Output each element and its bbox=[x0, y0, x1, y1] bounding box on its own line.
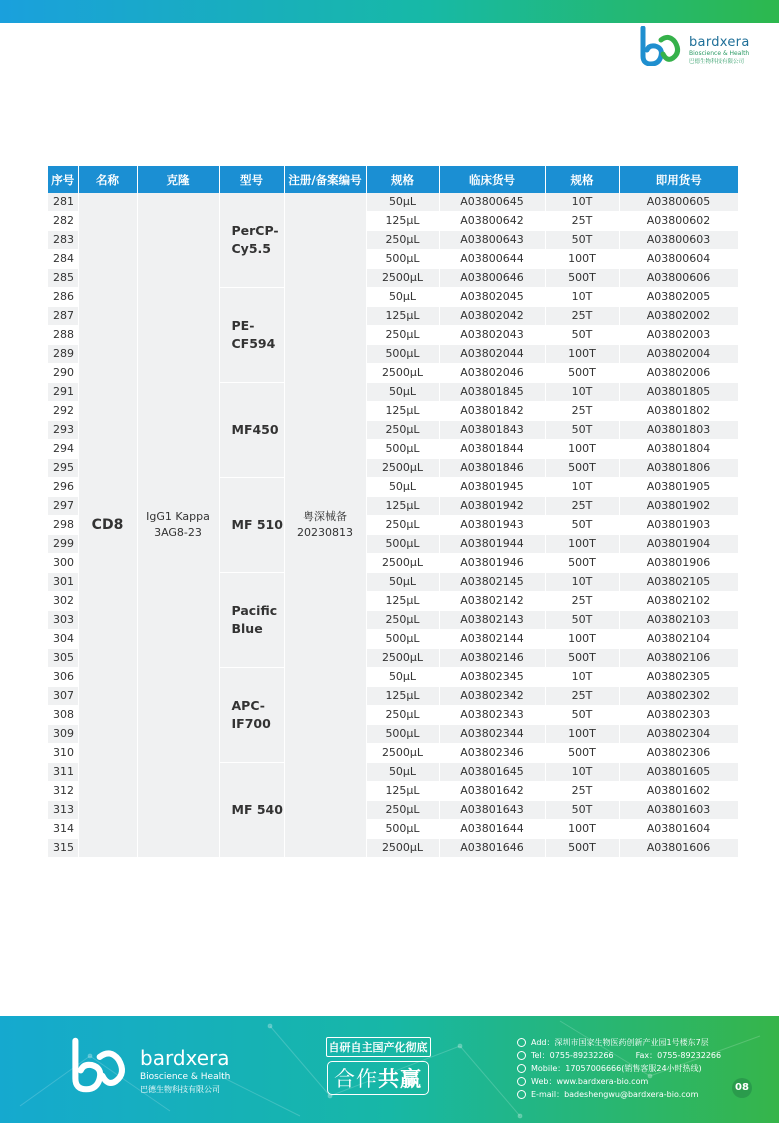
fax-text: Fax：0755-89232266 bbox=[635, 1051, 722, 1060]
spec-cell: 250μL bbox=[366, 611, 439, 630]
bardxera-logo-icon bbox=[639, 26, 685, 66]
tel-text: Tel：0755-89232266 bbox=[531, 1051, 614, 1060]
spec2-cell: 100T bbox=[545, 250, 619, 269]
row-number: 290 bbox=[48, 364, 78, 383]
ready-code-cell: A03802005 bbox=[619, 288, 738, 307]
type-line-2: Cy5.5 bbox=[231, 241, 271, 256]
spec-cell: 50μL bbox=[366, 383, 439, 402]
row-number: 300 bbox=[48, 554, 78, 573]
spec2-cell: 10T bbox=[545, 573, 619, 592]
header-brand-tagline: Bioscience & Health bbox=[689, 50, 750, 57]
spec2-cell: 50T bbox=[545, 516, 619, 535]
row-number: 281 bbox=[48, 193, 78, 212]
spec-cell: 50μL bbox=[366, 193, 439, 212]
col-header-registration: 注册/备案编号 bbox=[284, 166, 366, 193]
clinical-code-cell: A03802346 bbox=[439, 744, 545, 763]
ready-code-cell: A03801803 bbox=[619, 421, 738, 440]
footer-brand-name: bardxera bbox=[140, 1046, 230, 1070]
spec-cell: 2500μL bbox=[366, 364, 439, 383]
spec2-cell: 50T bbox=[545, 801, 619, 820]
contact-tel bbox=[517, 1049, 747, 1062]
type-line-1: Pacific bbox=[231, 602, 278, 618]
clinical-code-cell: A03801846 bbox=[439, 459, 545, 478]
ready-code-cell: A03801903 bbox=[619, 516, 738, 535]
footer-slogan bbox=[313, 1036, 443, 1108]
spec-cell: 2500μL bbox=[366, 269, 439, 288]
spec2-cell: 25T bbox=[545, 687, 619, 706]
spec-cell: 2500μL bbox=[366, 554, 439, 573]
spec-cell: 125μL bbox=[366, 497, 439, 516]
clinical-code-cell: A03800646 bbox=[439, 269, 545, 288]
clinical-code-cell: A03802342 bbox=[439, 687, 545, 706]
ready-code-cell: A03802104 bbox=[619, 630, 738, 649]
spec2-cell: 25T bbox=[545, 212, 619, 231]
spec-cell: 50μL bbox=[366, 573, 439, 592]
col-header-clone: 克隆 bbox=[137, 166, 219, 193]
type-line-1: PerCP- bbox=[231, 222, 279, 238]
header-logo bbox=[639, 26, 755, 66]
clinical-code-cell: A03802044 bbox=[439, 345, 545, 364]
spec-cell: 50μL bbox=[366, 763, 439, 782]
spec-cell: 500μL bbox=[366, 630, 439, 649]
spec2-cell: 25T bbox=[545, 497, 619, 516]
col-header-name: 名称 bbox=[78, 166, 137, 193]
slogan-line-2 bbox=[327, 1061, 429, 1095]
clinical-code-cell: A03801943 bbox=[439, 516, 545, 535]
slogan-line-1: 自研自主国产化彻底 bbox=[326, 1037, 431, 1057]
spec2-cell: 50T bbox=[545, 611, 619, 630]
ready-code-cell: A03801802 bbox=[619, 402, 738, 421]
bardxera-logo-white-icon bbox=[70, 1036, 132, 1094]
spec2-cell: 100T bbox=[545, 725, 619, 744]
ready-code-cell: A03802302 bbox=[619, 687, 738, 706]
row-number: 313 bbox=[48, 801, 78, 820]
ready-code-cell: A03800602 bbox=[619, 212, 738, 231]
ready-code-cell: A03802305 bbox=[619, 668, 738, 687]
table-row bbox=[48, 193, 738, 212]
spec-cell: 50μL bbox=[366, 478, 439, 497]
spec-cell: 250μL bbox=[366, 326, 439, 345]
clinical-code-cell: A03802345 bbox=[439, 668, 545, 687]
ready-code-cell: A03800604 bbox=[619, 250, 738, 269]
clinical-code-cell: A03800644 bbox=[439, 250, 545, 269]
row-number: 289 bbox=[48, 345, 78, 364]
clinical-code-cell: A03801845 bbox=[439, 383, 545, 402]
email-icon bbox=[517, 1090, 526, 1099]
footer-brand-tagline: Bioscience & Health bbox=[140, 1072, 231, 1082]
contact-info bbox=[517, 1036, 747, 1101]
row-number: 314 bbox=[48, 820, 78, 839]
row-number: 298 bbox=[48, 516, 78, 535]
ready-code-cell: A03800605 bbox=[619, 193, 738, 212]
spec-cell: 125μL bbox=[366, 212, 439, 231]
spec2-cell: 50T bbox=[545, 706, 619, 725]
type-line-1: MF450 bbox=[231, 421, 279, 437]
spec-cell: 125μL bbox=[366, 782, 439, 801]
ready-code-cell: A03801604 bbox=[619, 820, 738, 839]
clinical-code-cell: A03800645 bbox=[439, 193, 545, 212]
slogan-line-2a: 合作 bbox=[334, 1067, 378, 1091]
clinical-code-cell: A03802043 bbox=[439, 326, 545, 345]
clinical-code-cell: A03801944 bbox=[439, 535, 545, 554]
clinical-code-cell: A03801946 bbox=[439, 554, 545, 573]
type-line-2: IF700 bbox=[231, 716, 271, 731]
header-brand-name: bardxera bbox=[689, 35, 750, 50]
spec2-cell: 10T bbox=[545, 383, 619, 402]
spec-cell: 250μL bbox=[366, 421, 439, 440]
ready-code-cell: A03801602 bbox=[619, 782, 738, 801]
clinical-code-cell: A03802343 bbox=[439, 706, 545, 725]
clinical-code-cell: A03802045 bbox=[439, 288, 545, 307]
clinical-code-cell: A03802046 bbox=[439, 364, 545, 383]
spec-cell: 500μL bbox=[366, 345, 439, 364]
ready-code-cell: A03802306 bbox=[619, 744, 738, 763]
type-cell bbox=[219, 668, 284, 763]
ready-code-cell: A03802103 bbox=[619, 611, 738, 630]
spec2-cell: 100T bbox=[545, 345, 619, 364]
ready-code-cell: A03800606 bbox=[619, 269, 738, 288]
address-text: Add：深圳市国家生物医药创新产业园1号楼东7层 bbox=[531, 1038, 709, 1047]
footer-brand-cn: 巴德生物科技有限公司 bbox=[140, 1085, 220, 1094]
clinical-code-cell: A03800642 bbox=[439, 212, 545, 231]
spec-cell: 500μL bbox=[366, 535, 439, 554]
row-number: 303 bbox=[48, 611, 78, 630]
type-cell bbox=[219, 288, 284, 383]
slogan-line-2b: 共赢 bbox=[378, 1067, 422, 1091]
spec2-cell: 100T bbox=[545, 630, 619, 649]
ready-code-cell: A03802102 bbox=[619, 592, 738, 611]
row-number: 286 bbox=[48, 288, 78, 307]
spec-cell: 250μL bbox=[366, 706, 439, 725]
spec2-cell: 25T bbox=[545, 402, 619, 421]
clinical-code-cell: A03801842 bbox=[439, 402, 545, 421]
contact-email[interactable] bbox=[517, 1088, 747, 1101]
email-text[interactable]: E-mail：badeshengwu@bardxera-bio.com bbox=[531, 1090, 699, 1099]
row-number: 310 bbox=[48, 744, 78, 763]
spec2-cell: 500T bbox=[545, 459, 619, 478]
ready-code-cell: A03802002 bbox=[619, 307, 738, 326]
product-table bbox=[48, 166, 739, 858]
registration-cell bbox=[284, 193, 366, 858]
ready-code-cell: A03802303 bbox=[619, 706, 738, 725]
clinical-code-cell: A03801844 bbox=[439, 440, 545, 459]
row-number: 307 bbox=[48, 687, 78, 706]
type-line-1: MF 540 bbox=[231, 801, 283, 817]
row-number: 283 bbox=[48, 231, 78, 250]
clinical-code-cell: A03802145 bbox=[439, 573, 545, 592]
row-number: 312 bbox=[48, 782, 78, 801]
spec-cell: 125μL bbox=[366, 687, 439, 706]
row-number: 293 bbox=[48, 421, 78, 440]
footer-logo bbox=[70, 1036, 250, 1096]
clinical-code-cell: A03801642 bbox=[439, 782, 545, 801]
top-banner bbox=[0, 0, 779, 23]
spec2-cell: 50T bbox=[545, 231, 619, 250]
type-cell bbox=[219, 383, 284, 478]
row-number: 295 bbox=[48, 459, 78, 478]
row-number: 302 bbox=[48, 592, 78, 611]
ready-code-cell: A03801905 bbox=[619, 478, 738, 497]
ready-code-cell: A03801603 bbox=[619, 801, 738, 820]
type-cell bbox=[219, 763, 284, 858]
mobile-text: Mobile：17057006666(销售客服24小时热线) bbox=[531, 1064, 702, 1073]
spec-cell: 500μL bbox=[366, 820, 439, 839]
type-cell bbox=[219, 573, 284, 668]
spec2-cell: 500T bbox=[545, 839, 619, 858]
header-brand-cn: 巴德生物科技有限公司 bbox=[689, 59, 745, 65]
ready-code-cell: A03800603 bbox=[619, 231, 738, 250]
row-number: 299 bbox=[48, 535, 78, 554]
type-line-1: MF 510 bbox=[231, 516, 283, 532]
ready-code-cell: A03801906 bbox=[619, 554, 738, 573]
row-number: 291 bbox=[48, 383, 78, 402]
spec-cell: 50μL bbox=[366, 668, 439, 687]
spec2-cell: 10T bbox=[545, 668, 619, 687]
row-number: 301 bbox=[48, 573, 78, 592]
clinical-code-cell: A03801843 bbox=[439, 421, 545, 440]
row-number: 311 bbox=[48, 763, 78, 782]
col-header-clinical-code: 临床货号 bbox=[439, 166, 545, 193]
type-line-1: PE- bbox=[231, 317, 255, 333]
row-number: 308 bbox=[48, 706, 78, 725]
product-name-cell: CD8 bbox=[78, 193, 137, 858]
type-cell bbox=[219, 193, 284, 288]
spec2-cell: 10T bbox=[545, 193, 619, 212]
clinical-code-cell: A03801945 bbox=[439, 478, 545, 497]
clinical-code-cell: A03802146 bbox=[439, 649, 545, 668]
clinical-code-cell: A03802042 bbox=[439, 307, 545, 326]
type-line-2: Blue bbox=[231, 621, 263, 636]
spec-cell: 500μL bbox=[366, 725, 439, 744]
spec-cell: 500μL bbox=[366, 250, 439, 269]
table-header-row bbox=[48, 166, 738, 193]
footer-banner bbox=[0, 1016, 779, 1123]
spec-cell: 2500μL bbox=[366, 839, 439, 858]
type-cell bbox=[219, 478, 284, 573]
spec-cell: 2500μL bbox=[366, 649, 439, 668]
ready-code-cell: A03802304 bbox=[619, 725, 738, 744]
web-text[interactable]: Web：www.bardxera-bio.com bbox=[531, 1077, 649, 1086]
spec2-cell: 100T bbox=[545, 820, 619, 839]
spec-cell: 250μL bbox=[366, 231, 439, 250]
ready-code-cell: A03802003 bbox=[619, 326, 738, 345]
clinical-code-cell: A03801942 bbox=[439, 497, 545, 516]
col-header-no: 序号 bbox=[48, 166, 78, 193]
reg-line-1: 粤深械备 bbox=[303, 510, 347, 524]
ready-code-cell: A03801805 bbox=[619, 383, 738, 402]
contact-web[interactable] bbox=[517, 1075, 747, 1088]
contact-mobile bbox=[517, 1062, 747, 1075]
spec2-cell: 25T bbox=[545, 307, 619, 326]
type-line-1: APC- bbox=[231, 697, 265, 713]
clinical-code-cell: A03801643 bbox=[439, 801, 545, 820]
col-header-type: 型号 bbox=[219, 166, 284, 193]
spec2-cell: 100T bbox=[545, 440, 619, 459]
web-icon bbox=[517, 1077, 526, 1086]
ready-code-cell: A03802106 bbox=[619, 649, 738, 668]
clinical-code-cell: A03802344 bbox=[439, 725, 545, 744]
row-number: 287 bbox=[48, 307, 78, 326]
row-number: 315 bbox=[48, 839, 78, 858]
clinical-code-cell: A03801646 bbox=[439, 839, 545, 858]
table-body bbox=[48, 193, 738, 858]
clone-line-2: 3AG8-23 bbox=[154, 526, 202, 539]
spec2-cell: 50T bbox=[545, 421, 619, 440]
clone-cell bbox=[137, 193, 219, 858]
spec-cell: 2500μL bbox=[366, 744, 439, 763]
row-number: 285 bbox=[48, 269, 78, 288]
spec2-cell: 10T bbox=[545, 288, 619, 307]
row-number: 305 bbox=[48, 649, 78, 668]
spec2-cell: 500T bbox=[545, 364, 619, 383]
page-number: 08 bbox=[732, 1078, 752, 1098]
clone-line-1: IgG1 Kappa bbox=[146, 510, 210, 524]
spec2-cell: 10T bbox=[545, 478, 619, 497]
clinical-code-cell: A03802142 bbox=[439, 592, 545, 611]
ready-code-cell: A03802004 bbox=[619, 345, 738, 364]
ready-code-cell: A03801904 bbox=[619, 535, 738, 554]
row-number: 296 bbox=[48, 478, 78, 497]
clinical-code-cell: A03802144 bbox=[439, 630, 545, 649]
type-line-2: CF594 bbox=[231, 336, 276, 351]
ready-code-cell: A03801804 bbox=[619, 440, 738, 459]
spec2-cell: 10T bbox=[545, 763, 619, 782]
ready-code-cell: A03802006 bbox=[619, 364, 738, 383]
row-number: 294 bbox=[48, 440, 78, 459]
contact-address bbox=[517, 1036, 747, 1049]
ready-code-cell: A03801902 bbox=[619, 497, 738, 516]
clinical-code-cell: A03800643 bbox=[439, 231, 545, 250]
spec-cell: 125μL bbox=[366, 307, 439, 326]
ready-code-cell: A03801806 bbox=[619, 459, 738, 478]
reg-line-2: 20230813 bbox=[297, 526, 353, 539]
spec-cell: 2500μL bbox=[366, 459, 439, 478]
col-header-spec: 规格 bbox=[366, 166, 439, 193]
phone-icon bbox=[517, 1051, 526, 1060]
ready-code-cell: A03802105 bbox=[619, 573, 738, 592]
spec-cell: 500μL bbox=[366, 440, 439, 459]
row-number: 306 bbox=[48, 668, 78, 687]
row-number: 297 bbox=[48, 497, 78, 516]
spec2-cell: 25T bbox=[545, 782, 619, 801]
spec-cell: 250μL bbox=[366, 801, 439, 820]
spec2-cell: 500T bbox=[545, 649, 619, 668]
row-number: 292 bbox=[48, 402, 78, 421]
row-number: 304 bbox=[48, 630, 78, 649]
spec2-cell: 500T bbox=[545, 554, 619, 573]
col-header-ready-code: 即用货号 bbox=[619, 166, 738, 193]
row-number: 284 bbox=[48, 250, 78, 269]
spec-cell: 50μL bbox=[366, 288, 439, 307]
row-number: 309 bbox=[48, 725, 78, 744]
clinical-code-cell: A03801644 bbox=[439, 820, 545, 839]
spec2-cell: 50T bbox=[545, 326, 619, 345]
spec-cell: 250μL bbox=[366, 516, 439, 535]
clinical-code-cell: A03801645 bbox=[439, 763, 545, 782]
row-number: 282 bbox=[48, 212, 78, 231]
spec2-cell: 500T bbox=[545, 744, 619, 763]
spec-cell: 125μL bbox=[366, 592, 439, 611]
ready-code-cell: A03801605 bbox=[619, 763, 738, 782]
ready-code-cell: A03801606 bbox=[619, 839, 738, 858]
mobile-icon bbox=[517, 1064, 526, 1073]
row-number: 288 bbox=[48, 326, 78, 345]
clinical-code-cell: A03802143 bbox=[439, 611, 545, 630]
location-icon bbox=[517, 1038, 526, 1047]
spec-cell: 125μL bbox=[366, 402, 439, 421]
spec2-cell: 100T bbox=[545, 535, 619, 554]
spec2-cell: 500T bbox=[545, 269, 619, 288]
col-header-spec-2: 规格 bbox=[545, 166, 619, 193]
spec2-cell: 25T bbox=[545, 592, 619, 611]
